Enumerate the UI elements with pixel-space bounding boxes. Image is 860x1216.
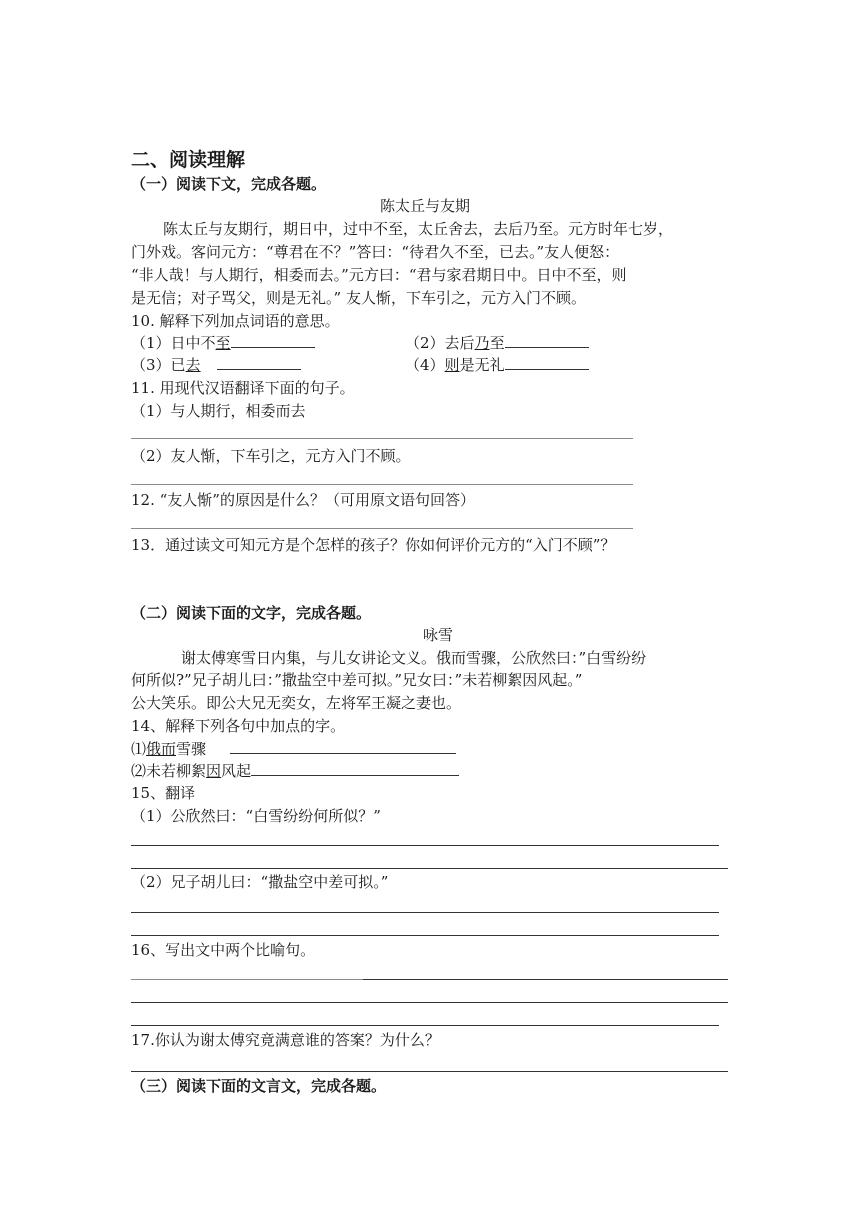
item-prefix: ⑴ — [131, 740, 147, 758]
item-prefix: （2）去后 — [405, 334, 475, 352]
answer-line[interactable] — [363, 979, 728, 980]
passage1-line: 是无信；对子骂父，则是无礼。” 友人惭，下车引之，元方入门不顾。 — [131, 289, 586, 307]
passage1-line: “非人哉！与人期行，相委而去。”元方曰：“君与家君期日中。日中不至，则 — [131, 266, 627, 284]
question-15-sentence-1: （1）公欣然曰：“白雪纷纷何所似？” — [131, 807, 381, 825]
question-14-item-1 — [131, 739, 456, 759]
answer-blank[interactable] — [230, 739, 456, 754]
answer-line[interactable] — [131, 528, 633, 529]
passage2-title: 咏雪 — [423, 626, 454, 644]
passage2-line: 何所似?”兄子胡儿曰：”撒盐空中差可拟。”兄女曰：”未若柳絮因风起。” — [131, 671, 583, 689]
passage2-line: 公大笑乐。即公大兄无奕女，左将军王凝之妻也。 — [131, 694, 462, 712]
keyword: 则 — [444, 356, 460, 374]
answer-blank[interactable] — [217, 355, 301, 370]
question-10-item-1 — [131, 333, 315, 353]
question-16: 16、写出文中两个比喻句。 — [131, 941, 316, 959]
question-11-label: 11. 用现代汉语翻译下面的句子。 — [131, 379, 355, 397]
question-15-sentence-2: （2）兄子胡儿曰：“撒盐空中差可拟。” — [131, 873, 389, 891]
question-10-label: 10. 解释下列加点词语的意思。 — [131, 312, 340, 330]
item-suffix: 雪骤 — [176, 740, 207, 758]
answer-line[interactable] — [131, 438, 633, 439]
answer-line[interactable] — [131, 1002, 728, 1003]
question-10-item-2 — [405, 333, 589, 353]
question-11-sentence-2: （2）友人惭，下车引之，元方入门不顾。 — [131, 447, 411, 465]
part1-heading: （一）阅读下文，完成各题。 — [131, 175, 327, 193]
answer-line[interactable] — [131, 979, 363, 980]
item-suffix: 是无礼 — [459, 356, 505, 374]
answer-line[interactable] — [131, 935, 719, 936]
answer-blank[interactable] — [505, 333, 589, 348]
item-prefix: （1）日中不 — [131, 334, 216, 352]
item-suffix: 至 — [489, 334, 505, 352]
question-17: 17.你认为谢太傅究竟满意谁的答案？为什么？ — [131, 1031, 440, 1049]
answer-blank[interactable] — [251, 761, 459, 776]
question-14-item-2 — [131, 761, 459, 781]
answer-blank[interactable] — [231, 333, 315, 348]
question-11-sentence-1: （1）与人期行，相委而去 — [131, 402, 306, 420]
question-14-label: 14、解释下列各句中加点的字。 — [131, 717, 346, 735]
question-15-label: 15、翻译 — [131, 784, 196, 802]
part3-heading: （三）阅读下面的文言文，完成各题。 — [131, 1077, 387, 1095]
answer-line[interactable] — [131, 1025, 719, 1026]
section-title: 二、阅读理解 — [131, 149, 246, 171]
answer-line[interactable] — [131, 912, 719, 913]
answer-blank[interactable] — [505, 355, 589, 370]
answer-line[interactable] — [131, 484, 633, 485]
answer-line[interactable] — [131, 868, 728, 869]
keyword: 因 — [206, 762, 222, 780]
keyword: 乃 — [474, 334, 490, 352]
passage1-line: 门外戏。客问元方：“尊君在不？”答曰：“待君久不至，已去。”友人便怒： — [131, 243, 620, 261]
item-suffix: 风起 — [221, 762, 252, 780]
question-12: 12. “友人惭”的原因是什么？（可用原文语句回答） — [131, 491, 475, 509]
answer-line[interactable] — [131, 845, 719, 846]
keyword: 至 — [215, 334, 231, 352]
keyword: 去 — [185, 356, 201, 374]
question-10-item-3 — [131, 355, 301, 375]
question-10-item-4 — [405, 355, 589, 375]
passage2-line: 谢太傅寒雪日内集，与儿女讲论文义。俄而雪骤，公欣然曰：”白雪纷纷 — [181, 649, 647, 667]
answer-line[interactable] — [131, 1071, 728, 1072]
passage1-title: 陈太丘与友期 — [380, 197, 471, 215]
item-prefix: （4） — [405, 356, 445, 374]
keyword: 俄而 — [146, 740, 177, 758]
item-prefix: （3）已 — [131, 356, 186, 374]
question-13: 13．通过读文可知元方是个怎样的孩子？你如何评价元方的“入门不顾”？ — [131, 536, 616, 554]
item-prefix: ⑵未若柳絮 — [131, 762, 207, 780]
passage1-line: 陈太丘与友期行，期日中，过中不至，太丘舍去，去后乃至。元方时年七岁， — [163, 220, 674, 238]
part2-heading: （二）阅读下面的文字，完成各题。 — [131, 604, 372, 622]
